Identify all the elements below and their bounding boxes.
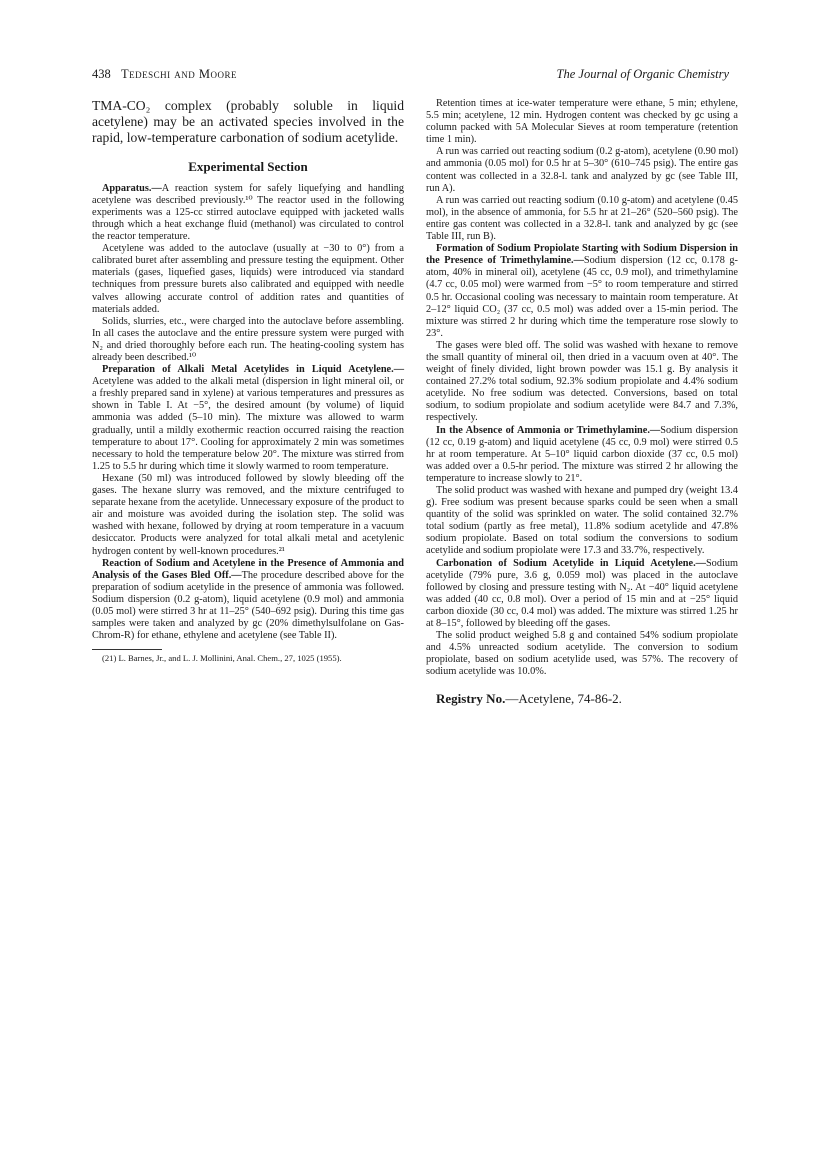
runin-heading: Preparation of Alkali Metal Acetylides in Liquid Acetylene.— <box>102 364 404 376</box>
runin-heading: Reaction of Sodium and Acetylene in the Presence of Ammonia and Analysis of the Gases Bled Off.— <box>92 557 404 581</box>
paragraph-reaction <box>92 558 404 643</box>
registry-text: —Acetylene, 74-86-2. <box>505 690 622 706</box>
runin-heading: In the Absence of Ammonia or Trimethylamine.— <box>436 424 661 436</box>
paragraph-text: Sodium dispersion (12 cc, 0.19 g-atom) and liquid acetylene (45 cc, 0.9 mol) were stirred 0.5 hr at room temperature. At 5–10° liquid carbon dioxide (37 cc, 0.5 mol) was added over a 0.5-hr period. The mixture was stirred 2 hr allowing the temperature to increase slowly to 21°. <box>426 424 738 484</box>
paragraph-carbonation <box>426 558 738 631</box>
page-number: 438 <box>92 67 111 81</box>
section-heading: Experimental Section <box>188 158 308 174</box>
runin-heading: Carbonation of Sodium Acetylide in Liquid Acetylene.— <box>436 557 706 569</box>
paragraph: The gases were bled off. The solid was washed with hexane to remove the small quantity of mineral oil, then dried in a vacuum oven at 40°. The weight of finely divided, light brown powder was 15.1 g. By analysis it contained 27.2% total sodium, 92.3% sodium propiolate and 4.4% sodium acetylide. No free sodium was detected. Conversions, based on total sodium, to sodium propiolate and sodium acetylide were 84.7 and 7.3%, respectively. <box>426 339 738 424</box>
paragraph-text: Sodium dispersion (12 cc, 0.178 g-atom, 40% in mineral oil), acetylene (45 cc, 0.9 mol), and trimethylamine (4.7 cc, 0.05 mol) were warmed from −5° to room temperature and stirred 0.5 hr. Occasional cooling was necessary to maintain room temperature. At 2–12° liquid CO₂ (37 cc, 0.5 mol) was added over a 15-min period. The mixture was stirred 2 hr during which time the temperature rose slowly to 23°. <box>426 255 738 339</box>
footnote: (21) L. Barnes, Jr., and L. J. Mollinini, Anal. Chem., 27, 1025 (1955). <box>102 653 342 664</box>
paragraph-text: Acetylene was added to the alkali metal (dispersion in light mineral oil, or a freshly prepared sand in xylene) at various temperatures and pressures as shown in Table I. At −5°, the desired amount (by volume) of liquid ammonia was added (5–10 min). The mixture was allowed to warm gradually, until a mildly exothermic reaction occurred raising the reaction temperature to about 17°. Cooling for approximately 2 min was sometimes necessary to hold the temperature below 20°. The mixture was stirred from 1.25 to 5.5 hr during which time it slowly warmed to room temperature. <box>92 376 404 472</box>
paragraph-text: The procedure described above for the preparation of sodium acetylide in the presence of ammonia was followed. Sodium dispersion (0.2 g-atom), liquid acetylene (0.9 mol) and ammonia (0.05 mol) were stirred 3 hr at 11–25° (540–692 psig). During this time gas samples were taken and analyzed by gc (20% dimethylsulfolane on Gas-Chrom-R) for ethane, ethylene and acetylene (see Table II). <box>92 569 404 642</box>
intro-paragraph: TMA-CO₂ complex (probably soluble in liquid acetylene) may be an activated species involved in the rapid, low-temperature carbonation of sodium acetylide. <box>92 98 404 146</box>
left-column <box>92 98 404 664</box>
paragraph: Hexane (50 ml) was introduced followed by slowly bleeding off the gases. The hexane slurry was removed, and the mixture centrifuged to separate hexane from the acetylide. Unnecessary exposure of the product to air and moisture was avoided during the isolation step. The solid was washed with hexane, followed by drying at room temperature in a vacuum desiccator. Products were analyzed for total alkali metal and acetylenic hydrogen content by well-known procedures.²¹ <box>92 472 404 557</box>
paragraph-preparation <box>92 364 404 473</box>
paragraph: Acetylene was added to the autoclave (usually at −30 to 0°) from a calibrated buret after assembling and pressure testing the equipment. Other materials (gases, liquefied gases, liquids) were introduced via standard techniques from pressure burets also calibrated and equipped with needle valves allowing accurate control of addition rates and quantities of materials added. <box>92 243 404 315</box>
journal-title: The Journal of Organic Chemistry <box>556 67 729 81</box>
paragraph-absence <box>426 425 738 485</box>
registry-line <box>426 690 738 706</box>
runin-heading: Apparatus.— <box>102 182 162 194</box>
paragraph-text: Sodium acetylide (79% pure, 3.6 g, 0.059 mol) was placed in the autoclave followed by closing and pressure testing with N₂. At −40° liquid acetylene was added (40 cc, 0.8 mol). Over a period of 15 min and at −25° liquid carbon dioxide (30 cc, 0.4 mol) was added. The mixture was stirred 1.25 hr at 8–15°, followed by bleeding off the gases. <box>426 557 738 630</box>
paragraph: A run was carried out reacting sodium (0.10 g-atom) and acetylene (0.45 mol), in the absence of ammonia, for 5.5 hr at 21–26° (520–560 psig). The entire gas content was collected in a 32.8-l. tank and analyzed by gc (see Table III, run B). <box>426 194 738 243</box>
paragraph-propiolate <box>426 243 738 340</box>
footnote-divider <box>92 649 162 650</box>
registry-label: Registry No. <box>436 690 506 706</box>
paragraph: The solid product was washed with hexane and pumped dry (weight 13.4 g). Free sodium was present because sparks could be seen when a small quantity of the solid was sprinkled on water. The solid contained 32.7% total sodium (partly as free metal), 11.8% sodium acetylide and 47.8% sodium propiolate. Based on total sodium the conversions to sodium acetylide and sodium propiolate were 17.3 and 33.7%, respectively. <box>426 485 738 557</box>
paragraph: Retention times at ice-water temperature were ethane, 5 min; ethylene, 5.5 min; acetylene, 12 min. Hydrogen content was checked by gc using a column packed with 5A Molecular Sieves at room temperature (retention time 1 min). <box>426 98 738 146</box>
paragraph: A run was carried out reacting sodium (0.2 g-atom), acetylene (0.90 mol) and ammonia (0.05 mol) for 0.5 hr at 5–30° (610–745 psig). The entire gas content was collected in a 32.8-l. tank and analyzed by gc (see Table III, run A). <box>426 146 738 194</box>
right-column <box>426 98 738 705</box>
paragraph-apparatus <box>92 183 404 243</box>
paragraph: Solids, slurries, etc., were charged into the autoclave before assembling. In all cases the autoclave and the entire pressure system were purged with N₂ and dried thoroughly before each run. The heating-cooling system has already been described.¹⁰ <box>92 315 404 364</box>
page-header <box>92 67 729 85</box>
paragraph: The solid product weighed 5.8 g and contained 54% sodium propiolate and 4.5% unreacted sodium acetylide. The conversion to sodium propiolate, based on sodium acetylide used, was 57%. The recovery of sodium acetylide was 10.0%. <box>426 630 738 678</box>
runin-heading: Formation of Sodium Propiolate Starting with Sodium Dispersion in the Presence of Trimethylamine.— <box>426 243 738 267</box>
paragraph-text: A reaction system for safely liquefying and handling acetylene was described previously.¹⁰ The reactor used in the following experiments was a 125-cc stirred autoclave equipped with jacketed walls through which a heat exchange fluid (methanol) was circulated to control the reactor temperature. <box>92 182 404 243</box>
running-authors: Tedeschi and Moore <box>121 67 237 81</box>
